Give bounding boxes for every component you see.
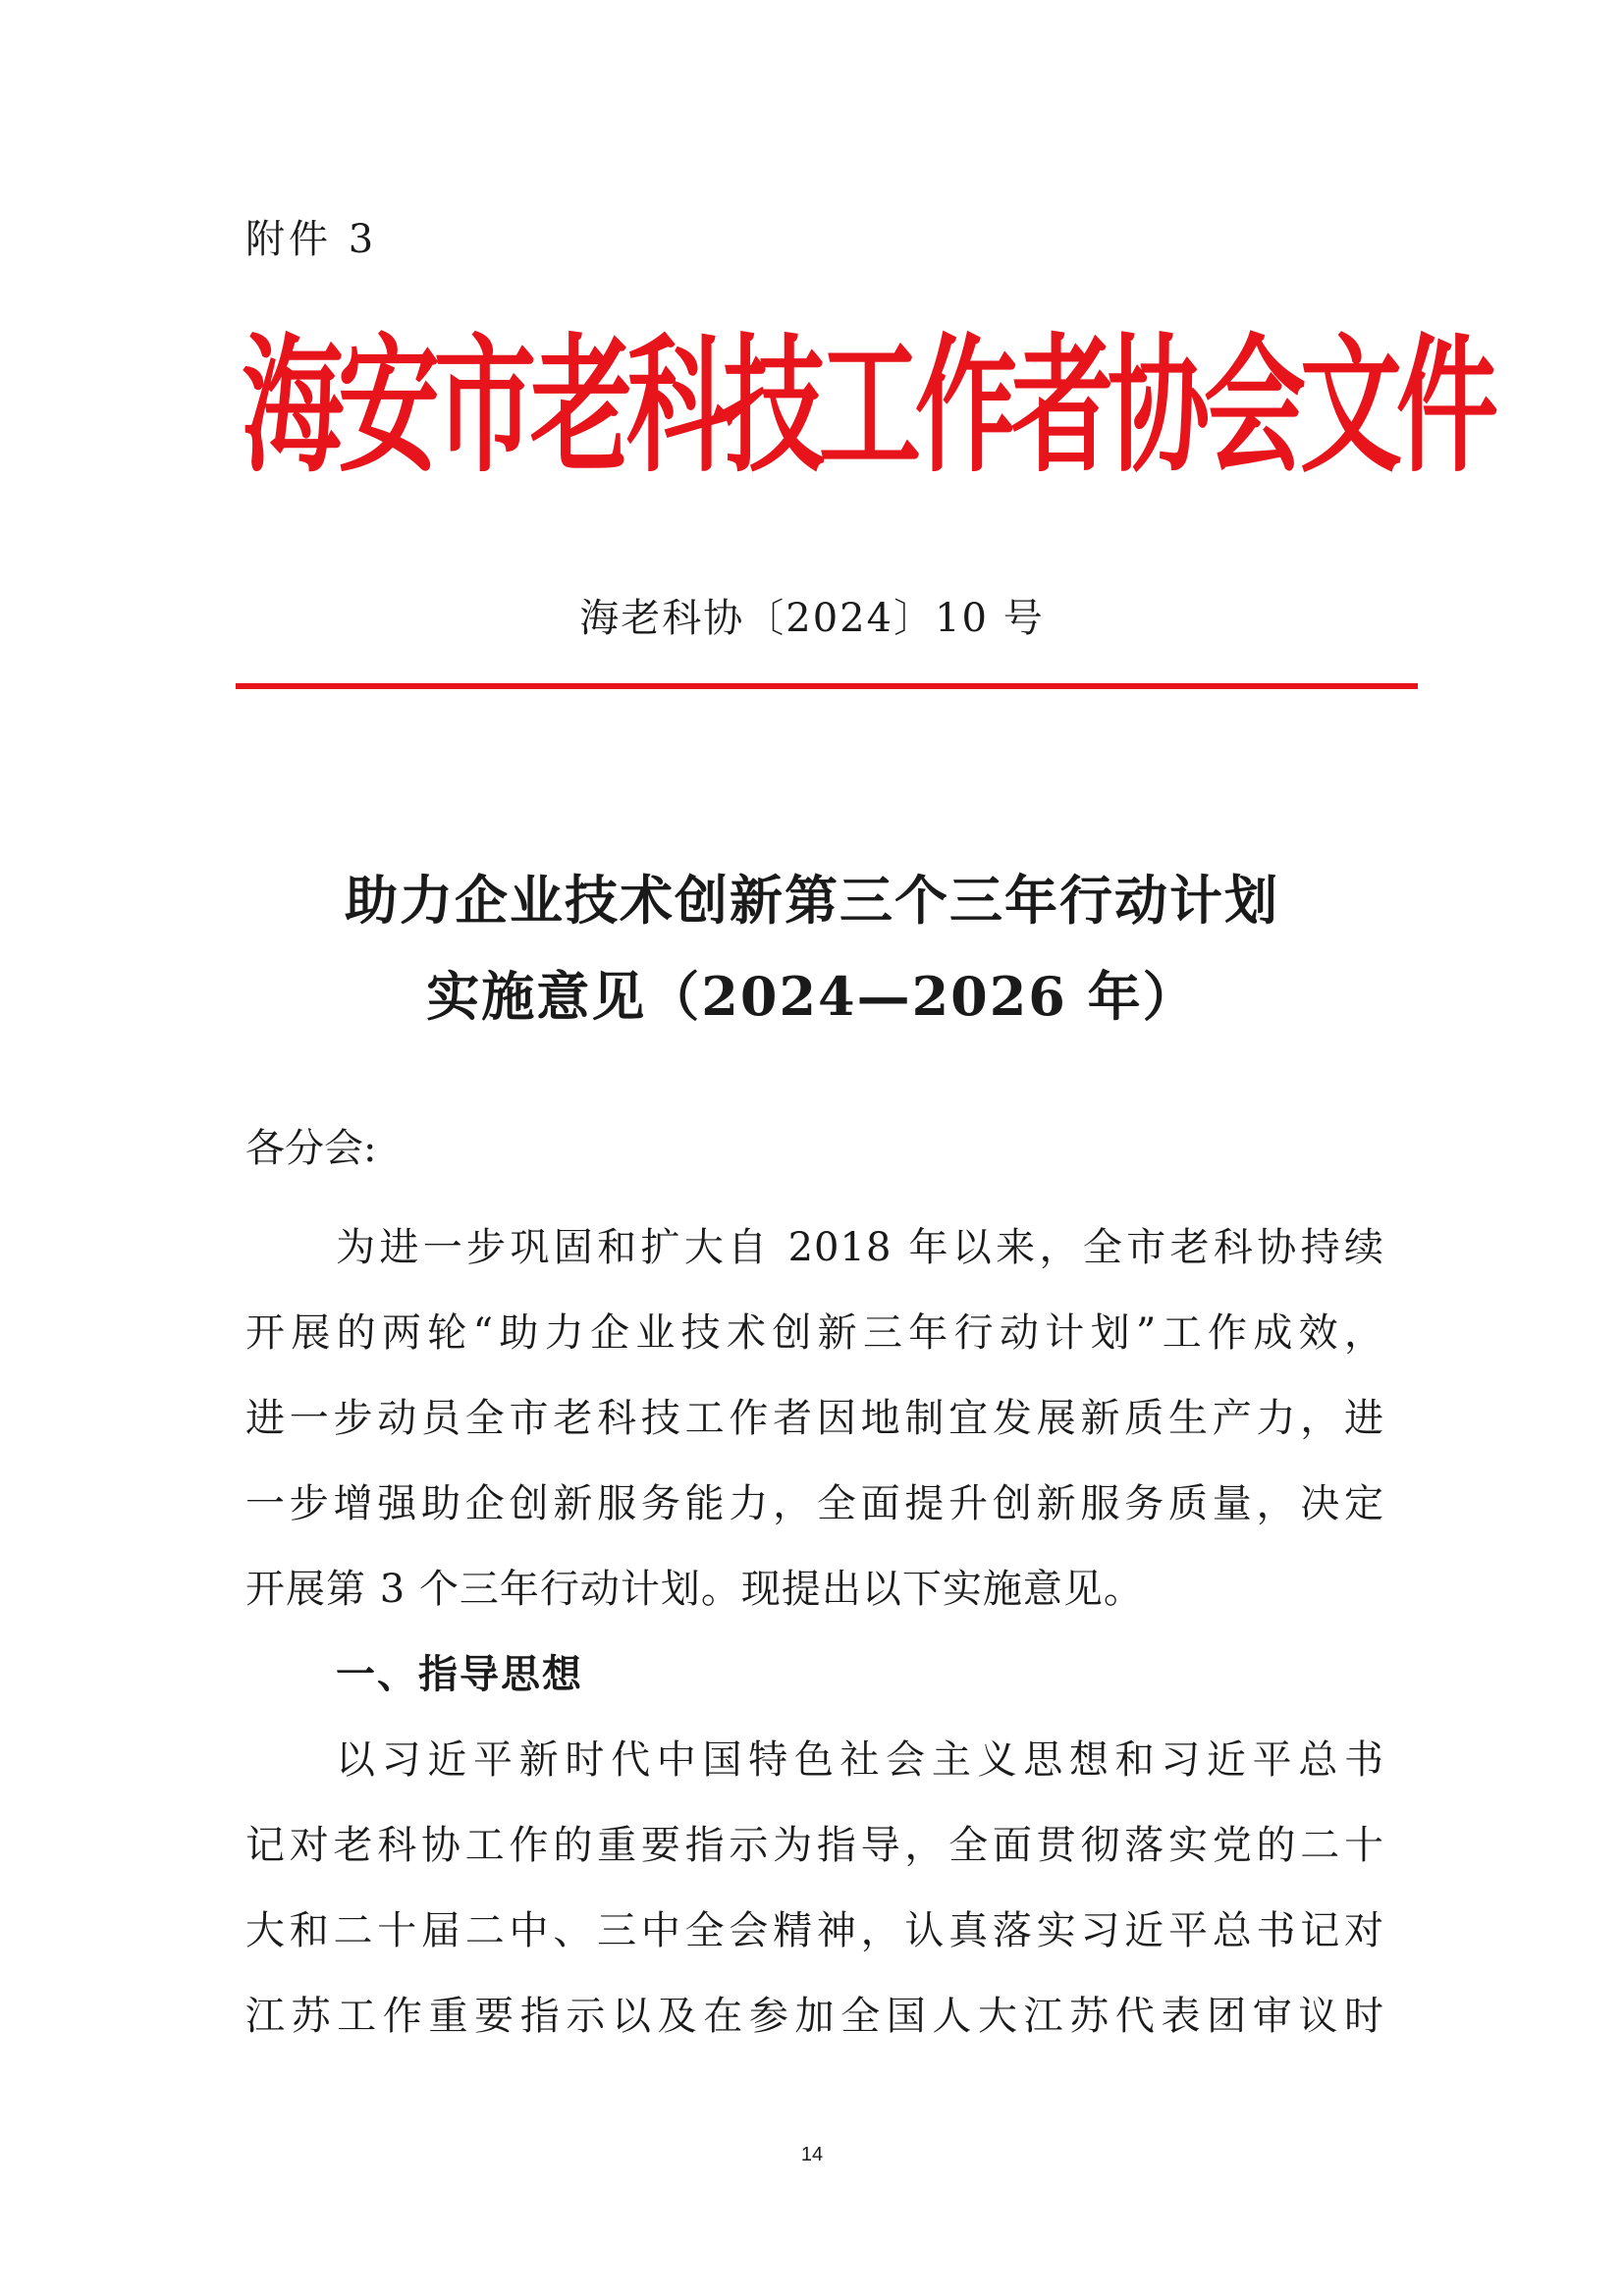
title-line-1: 助力企业技术创新第三个三年行动计划 (345, 869, 1279, 932)
salutation: 各分会: (245, 1126, 377, 1171)
attachment-label: 附件 3 (245, 217, 378, 262)
red-divider (236, 683, 1418, 689)
paragraph-line: 开展第 3 个三年行动计划。现提出以下实施意见。 (245, 1567, 1144, 1612)
paragraph-line: 记对老科协工作的重要指示为指导，全面贯彻落实党的二十 (245, 1823, 1384, 1868)
paragraph-line: 一步增强助企创新服务能力，全面提升创新服务质量，决定 (245, 1481, 1384, 1526)
section-heading: 一、指导思想 (336, 1652, 583, 1697)
paragraph-line: 江苏工作重要指示以及在参加全国人大江苏代表团审议时 (245, 1994, 1384, 2039)
paragraph-line: 开展的两轮“助力企业技术创新三年行动计划”工作成效， (245, 1310, 1384, 1356)
paragraph-line: 大和二十届二中、三中全会精神，认真落实习近平总书记对 (245, 1908, 1384, 1953)
page-number: 14 (800, 2144, 824, 2165)
document-number: 海老科协〔2024〕10 号 (579, 596, 1045, 641)
org-header: 海安市老科技工作者协会文件 (242, 319, 1493, 494)
paragraph-line: 以习近平新时代中国特色社会主义思想和习近平总书 (336, 1737, 1384, 1783)
document-title (0, 852, 1624, 1044)
paragraph-line: 进一步动员全市老科技工作者因地制宜发展新质生产力，进 (245, 1396, 1384, 1441)
paragraph-line: 为进一步巩固和扩大自 2018 年以来，全市老科协持续 (336, 1225, 1384, 1270)
title-line-2: 实施意见（2024—2026 年） (426, 965, 1198, 1028)
body-text (245, 1205, 1384, 2059)
